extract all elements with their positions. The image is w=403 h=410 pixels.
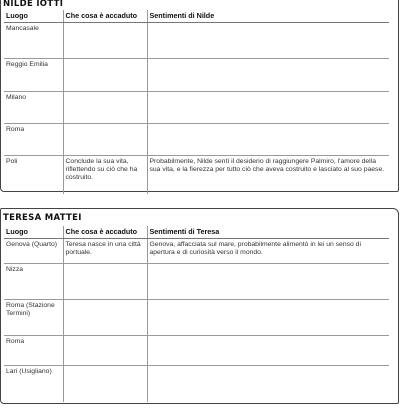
cell-luogo: Genova (Quarto)	[4, 239, 63, 264]
table-row	[4, 59, 389, 92]
column-header-sentimenti: Sentimenti di Nilde	[147, 10, 389, 23]
table-row	[4, 336, 389, 366]
cell-luogo: Nizza	[4, 264, 63, 300]
column-header-luogo: Luogo	[4, 226, 63, 239]
table-row	[4, 239, 389, 264]
cell-luogo: Lari (Usigliano)	[6, 368, 52, 375]
cell-luogo: Mancasale	[4, 23, 63, 59]
table-row	[4, 264, 389, 300]
table-row	[4, 23, 389, 59]
cell-accaduto[interactable]	[63, 300, 147, 336]
cell-luogo: Roma	[4, 124, 63, 156]
cell-accaduto[interactable]	[63, 23, 147, 59]
cell-luogo: Milano	[4, 92, 63, 124]
cell-luogo: Roma (Stazione Termini)	[4, 300, 63, 336]
column-header-sentimenti: Sentimenti di Teresa	[147, 226, 389, 239]
table-row	[4, 300, 389, 336]
cell-sentimenti[interactable]	[147, 264, 389, 300]
cell-sentimenti[interactable]	[147, 300, 389, 336]
cell-luogo: Poli	[6, 158, 18, 165]
nilde-table	[4, 10, 389, 194]
table-header-row	[4, 10, 389, 23]
cell-accaduto[interactable]	[63, 264, 147, 300]
cell-sentimenti: Genova, affacciata sul mare, probabilmente alimentò in lei un senso di apertura e di curiosità verso il mondo.	[147, 239, 389, 264]
cell-sentimenti[interactable]	[147, 124, 389, 156]
cell-accaduto[interactable]	[63, 336, 147, 366]
table-row	[4, 366, 389, 402]
teresa-table	[4, 226, 389, 402]
cell-accaduto[interactable]	[63, 92, 147, 124]
teresa-table-box	[0, 208, 399, 404]
cell-accaduto[interactable]	[63, 59, 147, 92]
cell-accaduto: Conclude la sua vita, riflettendo su ciò che ha costruito.	[63, 156, 147, 194]
table-header-row	[4, 226, 389, 239]
cell-luogo: Reggio Emilia	[4, 59, 63, 92]
column-header-accaduto: Che cosa è accaduto	[63, 226, 147, 239]
cell-sentimenti[interactable]	[147, 336, 389, 366]
table-row	[4, 156, 389, 194]
cell-sentimenti[interactable]	[147, 92, 389, 124]
cell-accaduto[interactable]	[63, 366, 147, 402]
table-row	[4, 92, 389, 124]
cell-sentimenti: Probabilmente, Nilde sentì il desiderio di raggiungere Palmiro, l'amore della sua vita, e la fierezza per tutto ciò che aveva costruito e lasciato al suo paese.	[147, 156, 389, 194]
column-header-luogo: Luogo	[4, 10, 63, 23]
cell-sentimenti[interactable]	[147, 366, 389, 402]
cell-luogo: Roma	[4, 336, 63, 366]
cell-sentimenti[interactable]	[147, 23, 389, 59]
cell-accaduto[interactable]	[63, 124, 147, 156]
cell-accaduto: Teresa nasce in una città portuale.	[63, 239, 147, 264]
table-row	[4, 124, 389, 156]
section-title-teresa: TERESA MATTEI	[3, 213, 82, 223]
nilde-table-box	[0, 0, 399, 192]
cell-sentimenti[interactable]	[147, 59, 389, 92]
section-title-nilde: NILDE IOTTI	[3, 0, 64, 9]
column-header-accaduto: Che cosa è accaduto	[63, 10, 147, 23]
